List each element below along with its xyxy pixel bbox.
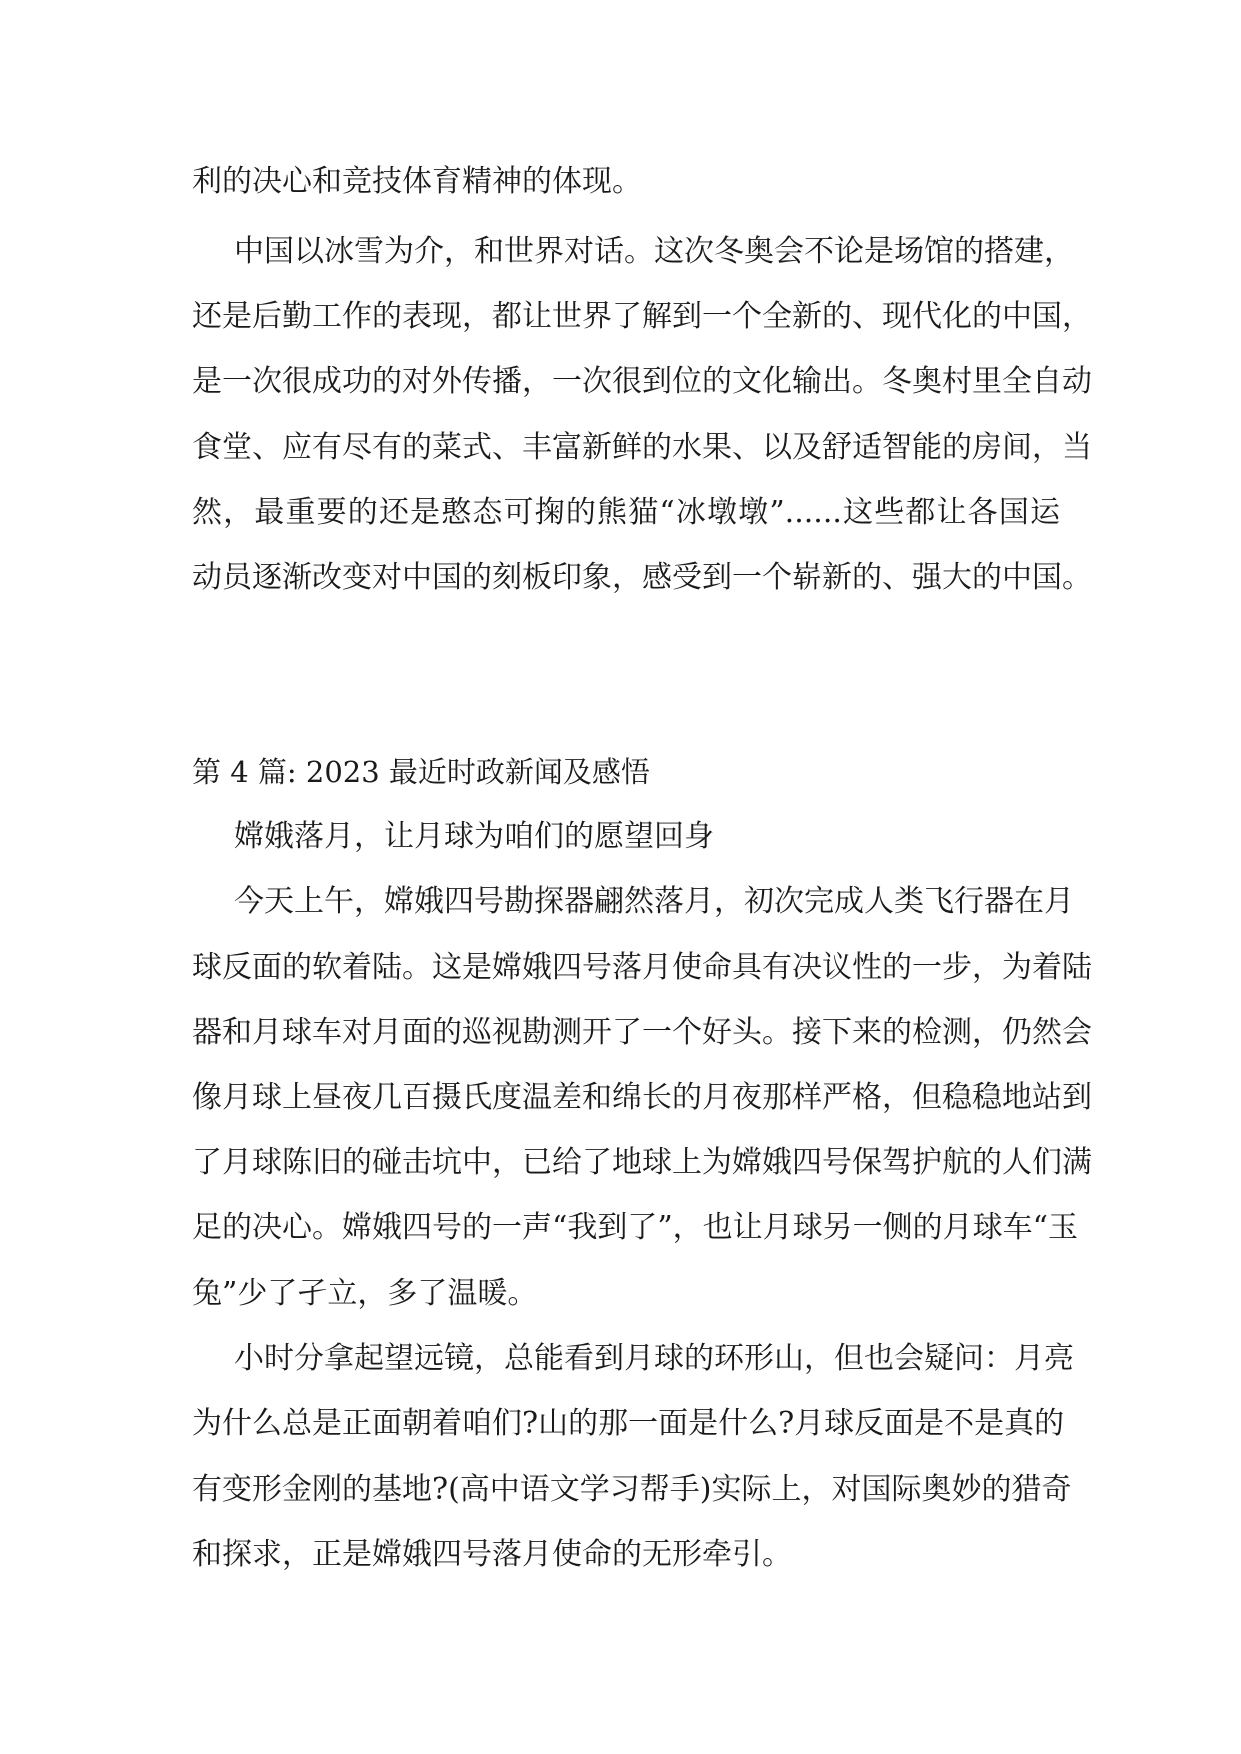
paragraph-line: 是一次很成功的对外传播，一次很到位的文化输出。冬奥村里全自动 [192, 364, 1092, 399]
paragraph-line: 中国以冰雪为介，和世界对话。这次冬奥会不论是场馆的搭建， [234, 234, 1074, 269]
paragraph-line: 食堂、应有尽有的菜式、丰富新鲜的水果、以及舒适智能的房间，当 [192, 430, 1092, 465]
article-subtitle: 嫦娥落月，让月球为咱们的愿望回身 [234, 819, 714, 854]
paragraph-line: 有变形金刚的基地?(高中语文学习帮手)实际上，对国际奥妙的猎奇 [192, 1472, 1072, 1507]
paragraph-line: 今天上午，嫦娥四号勘探器翩然落月，初次完成人类飞行器在月 [234, 884, 1074, 919]
paragraph-line: 利的决心和竞技体育精神的体现。 [192, 164, 642, 199]
paragraph-line: 像月球上昼夜几百摄氏度温差和绵长的月夜那样严格，但稳稳地站到 [192, 1080, 1092, 1115]
paragraph-line: 动员逐渐改变对中国的刻板印象，感受到一个崭新的、强大的中国。 [192, 560, 1092, 595]
paragraph-line: 了月球陈旧的碰击坑中，已给了地球上为嫦娥四号保驾护航的人们满 [192, 1145, 1092, 1180]
paragraph-line: 然，最重要的还是憨态可掬的熊猫“冰墩墩”......这些都让各国运 [192, 495, 1060, 530]
paragraph-line: 足的决心。嫦娥四号的一声“我到了”，也让月球另一侧的月球车“玉 [192, 1210, 1079, 1245]
paragraph-line: 为什么总是正面朝着咱们?山的那一面是什么?月球反面是不是真的 [192, 1406, 1065, 1441]
paragraph-line: 球反面的软着陆。这是嫦娥四号落月使命具有决议性的一步，为着陆 [192, 950, 1092, 985]
paragraph-line: 小时分拿起望远镜，总能看到月球的环形山，但也会疑问：月亮 [234, 1341, 1074, 1376]
paragraph-line: 器和月球车对月面的巡视勘测开了一个好头。接下来的检测，仍然会 [192, 1015, 1092, 1050]
article-heading: 第 4 篇: 2023 最近时政新闻及感悟 [192, 755, 650, 789]
document-page [192, 0, 1092, 1754]
paragraph-line: 还是后勤工作的表现，都让世界了解到一个全新的、现代化的中国， [192, 299, 1092, 334]
paragraph-line: 兔”少了孑立，多了温暖。 [192, 1276, 538, 1311]
paragraph-line: 和探求，正是嫦娥四号落月使命的无形牵引。 [192, 1537, 792, 1572]
